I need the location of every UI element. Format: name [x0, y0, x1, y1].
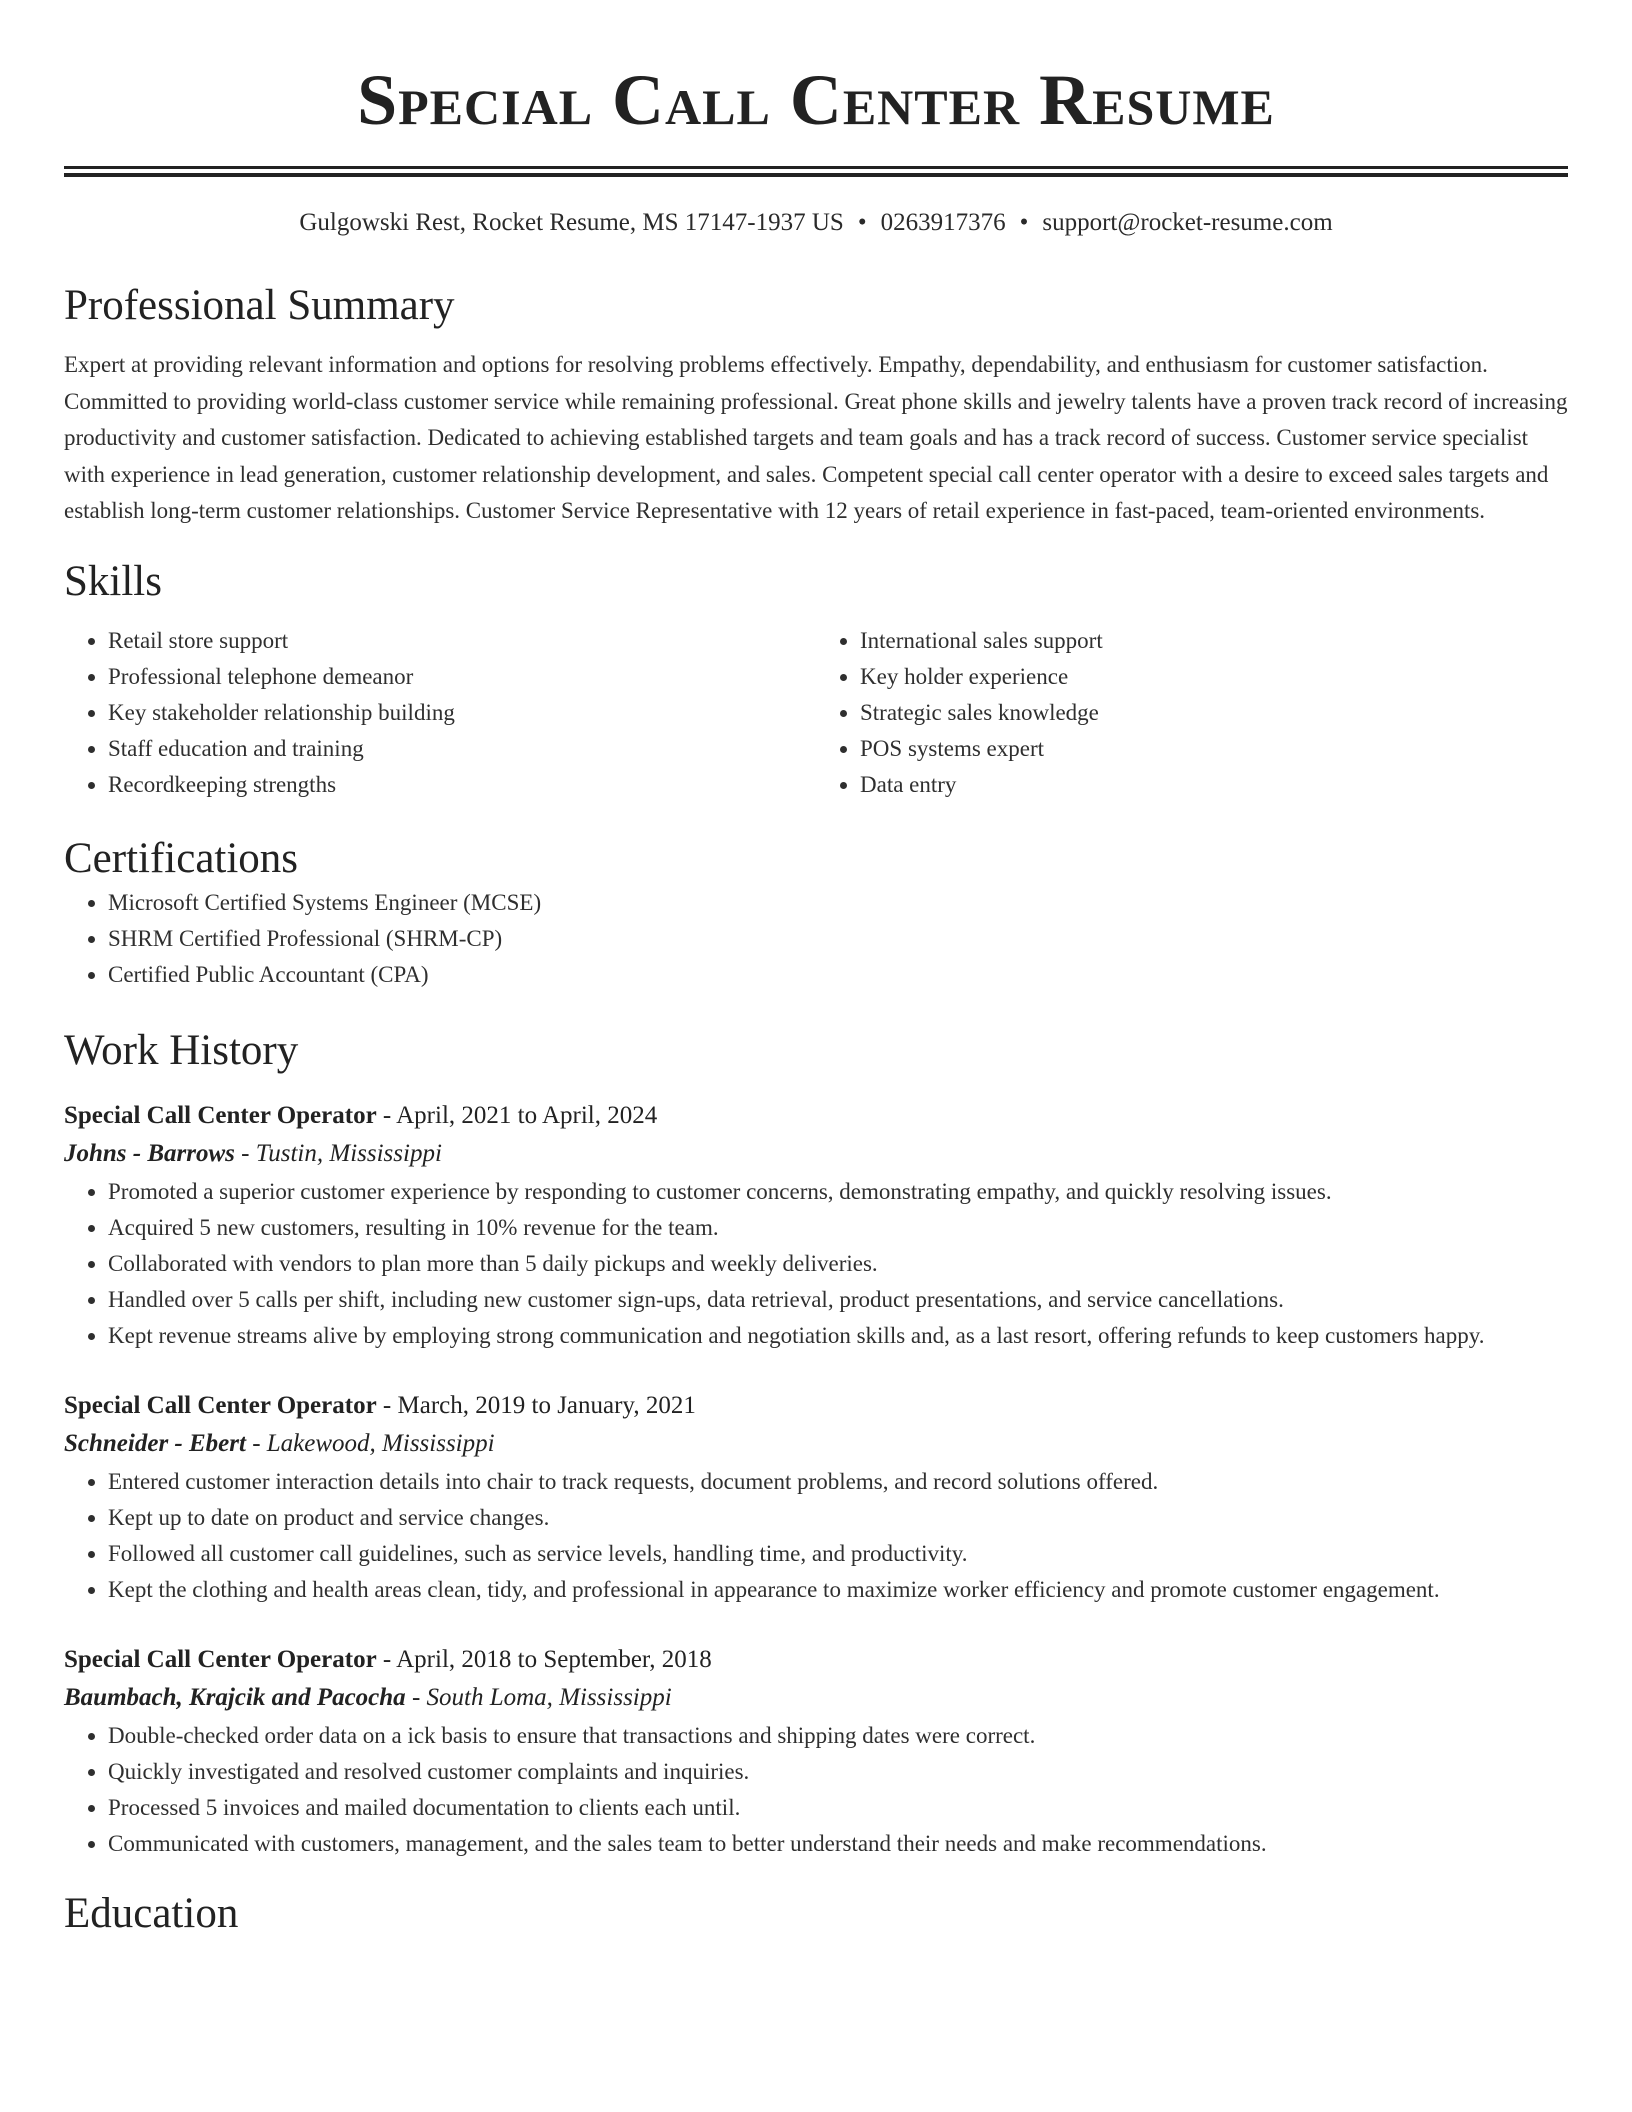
job-duty-item: • Quickly investigated and resolved customer complaints and inquiries. — [108, 1754, 1568, 1790]
job-title: Special Call Center Operator — [64, 1392, 377, 1420]
skills-column-left — [64, 623, 816, 803]
job-duties-list — [64, 1464, 1568, 1608]
job-duty-item: • Promoted a superior customer experience by responding to customer concerns, demonstrating empathy, and quickly resolving issues. — [108, 1174, 1568, 1210]
job-duty-item: • Kept revenue streams alive by employing strong communication and negotiation skills and, as a last resort, offering refunds to keep customers happy. — [108, 1318, 1568, 1354]
job-company: Baumbach, Krajcik and Pacocha — [64, 1684, 406, 1712]
job-title: Special Call Center Operator — [64, 1102, 377, 1130]
skills-heading: Skills — [64, 557, 162, 605]
job-company-line — [64, 1424, 1568, 1464]
job-duty-item: • Kept the clothing and health areas clean, tidy, and professional in appearance to maximize worker efficiency and promote customer engagement. — [108, 1572, 1568, 1608]
skill-item: • Staff education and training — [108, 731, 816, 767]
job-title-line — [64, 1388, 1568, 1424]
job-dates: - March, 2019 to January, 2021 — [376, 1392, 696, 1420]
skill-item: • Strategic sales knowledge — [860, 695, 1568, 731]
skill-item: • POS systems expert — [860, 731, 1568, 767]
contact-address: Gulgowski Rest, Rocket Resume, MS 17147-1937 US — [299, 209, 844, 236]
skill-item: • Professional telephone demeanor — [108, 659, 816, 695]
job-duty-item: • Processed 5 invoices and mailed documentation to clients each until. — [108, 1790, 1568, 1826]
job-company: Johns - Barrows — [64, 1140, 235, 1168]
skills-column-right — [816, 623, 1568, 803]
contact-separator: • — [1019, 209, 1029, 236]
resume-title: Special Call Center Resume — [357, 60, 1275, 140]
job-dates: - April, 2021 to April, 2024 — [376, 1102, 658, 1130]
job-title: Special Call Center Operator — [64, 1646, 377, 1674]
certification-item: • Microsoft Certified Systems Engineer (MCSE) — [108, 885, 1568, 921]
job-duty-item: • Acquired 5 new customers, resulting in 10% revenue for the team. — [108, 1210, 1568, 1246]
summary-text: Expert at providing relevant information and options for resolving problems effectively. Empathy, dependability, and enthusiasm for customer satisfaction. Committed to providing world-class customer service while remaining professional. Great phone skills and jewelry talents have a proven track record of increasing productivity and customer satisfaction. Dedicated to achieving established targets and team goals and has a track record of success. Customer service specialist with experience in lead generation, customer relationship development, and sales. Competent special call center operator with a desire to exceed sales targets and establish long-term customer relationships. Customer Service Representative with 12 years of retail experience in fast-paced, team-oriented environments. — [64, 352, 1568, 524]
job-entry — [64, 1098, 1568, 1354]
job-duty-item: • Handled over 5 calls per shift, including new customer sign-ups, data retrieval, product presentations, and service cancellations. — [108, 1282, 1568, 1318]
job-duties-list — [64, 1718, 1568, 1862]
certifications-heading: Certifications — [64, 835, 299, 883]
skill-item: • Key holder experience — [860, 659, 1568, 695]
contact-phone: 0263917376 — [880, 209, 1006, 236]
skills-list-left — [64, 623, 816, 803]
skill-item: • Retail store support — [108, 623, 816, 659]
job-duty-item: • Kept up to date on product and service changes. — [108, 1500, 1568, 1536]
contact-email: support@rocket-resume.com — [1042, 209, 1333, 236]
contact-separator: • — [857, 209, 867, 236]
job-location: - South Loma, Mississippi — [405, 1684, 672, 1712]
skill-item: • International sales support — [860, 623, 1568, 659]
job-company: Schneider - Ebert — [64, 1430, 246, 1458]
skill-item: • Key stakeholder relationship building — [108, 695, 816, 731]
summary-heading: Professional Summary — [64, 281, 455, 329]
job-company-line — [64, 1678, 1568, 1718]
work-history-heading: Work History — [64, 1026, 299, 1074]
job-title-line — [64, 1642, 1568, 1678]
job-location: - Lakewood, Mississippi — [245, 1430, 495, 1458]
certification-item: • SHRM Certified Professional (SHRM-CP) — [108, 921, 1568, 957]
job-dates: - April, 2018 to September, 2018 — [376, 1646, 712, 1674]
title-divider — [64, 166, 1568, 177]
skills-grid — [64, 623, 1568, 803]
certification-item: • Certified Public Accountant (CPA) — [108, 957, 1568, 993]
job-duty-item: • Communicated with customers, management, and the sales team to better understand their needs and make recommendations. — [108, 1826, 1568, 1862]
job-duty-item: • Followed all customer call guidelines, such as service levels, handling time, and productivity. — [108, 1536, 1568, 1572]
contact-line — [64, 207, 1568, 240]
job-duties-list — [64, 1174, 1568, 1354]
certifications-list — [64, 885, 1568, 993]
job-duty-item: • Entered customer interaction details into chair to track requests, document problems, and record solutions offered. — [108, 1464, 1568, 1500]
skills-list-right — [816, 623, 1568, 803]
job-title-line — [64, 1098, 1568, 1134]
education-heading: Education — [64, 1890, 239, 1938]
job-duty-item: • Double-checked order data on a ick basis to ensure that transactions and shipping dates were correct. — [108, 1718, 1568, 1754]
job-company-line — [64, 1134, 1568, 1174]
job-location: - Tustin, Mississippi — [234, 1140, 442, 1168]
job-duty-item: • Collaborated with vendors to plan more than 5 daily pickups and weekly deliveries. — [108, 1246, 1568, 1282]
job-entry — [64, 1642, 1568, 1862]
job-entry — [64, 1388, 1568, 1608]
skill-item: • Data entry — [860, 767, 1568, 803]
skill-item: • Recordkeeping strengths — [108, 767, 816, 803]
